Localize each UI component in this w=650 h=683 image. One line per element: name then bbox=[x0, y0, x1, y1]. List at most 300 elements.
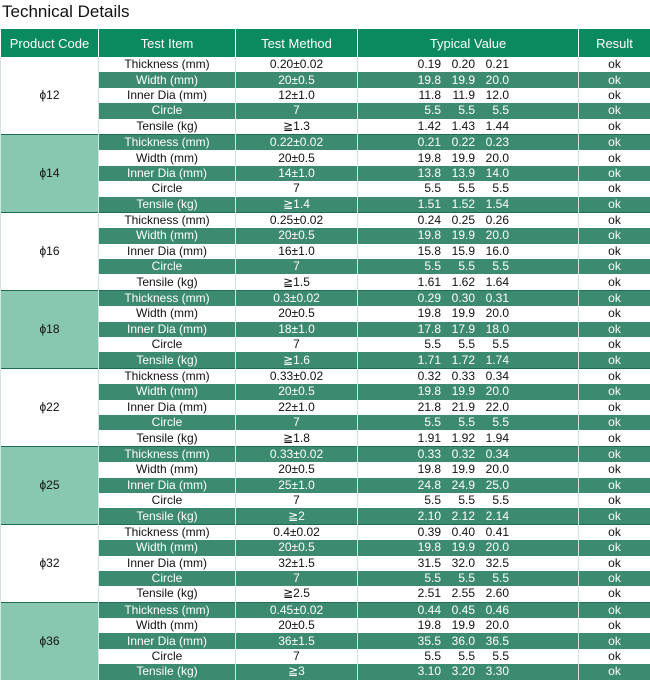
test-method-cell: ≧3 bbox=[236, 664, 358, 679]
test-item-cell: Circle bbox=[99, 181, 236, 196]
typical-value-v2: 19.9 bbox=[451, 384, 475, 399]
typical-value-v2: 5.5 bbox=[458, 415, 475, 430]
test-method-cell: 20±0.5 bbox=[236, 72, 358, 87]
product-code-cell: ϕ25 bbox=[1, 446, 99, 524]
test-method-cell: 0.3±0.02 bbox=[236, 290, 358, 306]
typical-value-v1: 5.5 bbox=[424, 493, 441, 508]
typical-value-v1: 1.71 bbox=[417, 352, 441, 367]
typical-value-v2: 0.40 bbox=[451, 524, 475, 539]
product-code-cell: ϕ36 bbox=[1, 602, 99, 679]
typical-value-cell bbox=[358, 664, 579, 679]
typical-value-cell bbox=[358, 508, 579, 524]
table-row bbox=[1, 72, 650, 87]
typical-value-v2: 19.9 bbox=[451, 72, 475, 87]
table-row bbox=[1, 478, 650, 493]
typical-value-v1: 0.33 bbox=[417, 446, 441, 461]
typical-value-v1: 1.42 bbox=[417, 118, 441, 133]
result-cell: ok bbox=[579, 368, 650, 384]
typical-value-v2: 0.20 bbox=[451, 57, 475, 72]
test-method-cell: 7 bbox=[236, 103, 358, 118]
test-method-cell: ≧2.5 bbox=[236, 586, 358, 602]
typical-value-v1: 5.5 bbox=[424, 181, 441, 196]
typical-value-cell bbox=[358, 400, 579, 415]
table-row bbox=[1, 244, 650, 259]
test-method-cell: 20±0.5 bbox=[236, 462, 358, 477]
result-cell: ok bbox=[579, 337, 650, 352]
test-item-cell: Thickness (mm) bbox=[99, 524, 236, 540]
result-cell: ok bbox=[579, 415, 650, 430]
test-method-cell: 18±1.0 bbox=[236, 322, 358, 337]
test-method-cell: 20±0.5 bbox=[236, 228, 358, 243]
typical-value-v2: 1.43 bbox=[451, 118, 475, 133]
typical-value-v1: 5.5 bbox=[424, 415, 441, 430]
test-item-cell: Thickness (mm) bbox=[99, 57, 236, 72]
typical-value-v3: 0.41 bbox=[485, 524, 509, 539]
typical-value-v2: 5.5 bbox=[458, 649, 475, 664]
typical-value-v1: 13.8 bbox=[417, 165, 441, 180]
header-test-item: Test Item bbox=[99, 29, 236, 57]
result-cell: ok bbox=[579, 103, 650, 118]
table-row bbox=[1, 259, 650, 274]
result-cell: ok bbox=[579, 181, 650, 196]
typical-value-v3: 1.54 bbox=[485, 196, 509, 211]
test-item-cell: Inner Dia (mm) bbox=[99, 322, 236, 337]
test-method-cell: 7 bbox=[236, 181, 358, 196]
typical-value-v2: 0.22 bbox=[451, 135, 475, 150]
typical-value-v3: 20.0 bbox=[485, 618, 509, 633]
typical-value-v1: 1.51 bbox=[417, 196, 441, 211]
typical-value-v3: 18.0 bbox=[485, 321, 509, 336]
table-row bbox=[1, 337, 650, 352]
typical-value-v3: 0.26 bbox=[485, 213, 509, 228]
test-item-cell: Tensile (kg) bbox=[99, 119, 236, 135]
typical-value-cell bbox=[358, 88, 579, 103]
typical-value-v3: 20.0 bbox=[485, 228, 509, 243]
result-cell: ok bbox=[579, 57, 650, 72]
typical-value-v2: 5.5 bbox=[458, 493, 475, 508]
typical-value-v1: 1.61 bbox=[417, 274, 441, 289]
table-row bbox=[1, 322, 650, 337]
typical-value-v1: 1.91 bbox=[417, 430, 441, 445]
typical-value-v1: 11.8 bbox=[418, 87, 441, 102]
test-item-cell: Tensile (kg) bbox=[99, 197, 236, 213]
typical-value-v3: 20.0 bbox=[485, 462, 509, 477]
table-row bbox=[1, 462, 650, 477]
test-item-cell: Width (mm) bbox=[99, 72, 236, 87]
test-item-cell: Circle bbox=[99, 259, 236, 274]
typical-value-v3: 12.0 bbox=[485, 87, 509, 102]
test-item-cell: Circle bbox=[99, 337, 236, 352]
typical-value-cell bbox=[358, 478, 579, 493]
table-row bbox=[1, 228, 650, 243]
typical-value-v3: 20.0 bbox=[485, 306, 509, 321]
typical-value-v2: 19.9 bbox=[451, 618, 475, 633]
result-cell: ok bbox=[579, 618, 650, 633]
result-cell: ok bbox=[579, 462, 650, 477]
typical-value-v2: 36.0 bbox=[451, 633, 475, 648]
typical-value-v3: 20.0 bbox=[485, 540, 509, 555]
test-method-cell: 20±0.5 bbox=[236, 384, 358, 399]
test-method-cell: 22±1.0 bbox=[236, 400, 358, 415]
table-row bbox=[1, 586, 650, 602]
table-row bbox=[1, 88, 650, 103]
typical-value-v2: 5.5 bbox=[458, 571, 475, 586]
test-item-cell: Width (mm) bbox=[99, 384, 236, 399]
typical-value-v2: 19.9 bbox=[451, 540, 475, 555]
table-row bbox=[1, 150, 650, 165]
typical-value-v2: 0.33 bbox=[451, 369, 475, 383]
typical-value-v3: 5.5 bbox=[492, 649, 509, 664]
test-method-cell: 16±1.0 bbox=[236, 244, 358, 259]
typical-value-cell bbox=[358, 337, 579, 352]
typical-value-cell bbox=[358, 602, 579, 618]
test-item-cell: Inner Dia (mm) bbox=[99, 166, 236, 181]
typical-value-v3: 1.44 bbox=[485, 118, 509, 133]
typical-value-v1: 5.5 bbox=[424, 103, 441, 118]
typical-value-cell bbox=[358, 134, 579, 150]
typical-value-cell bbox=[358, 540, 579, 555]
test-method-cell: 0.33±0.02 bbox=[236, 446, 358, 462]
result-cell: ok bbox=[579, 524, 650, 540]
typical-value-v1: 19.8 bbox=[417, 306, 441, 321]
table-row bbox=[1, 166, 650, 181]
test-method-cell: 20±0.5 bbox=[236, 618, 358, 633]
typical-value-v3: 20.0 bbox=[485, 150, 509, 165]
typical-value-cell bbox=[358, 571, 579, 586]
test-method-cell: 14±1.0 bbox=[236, 166, 358, 181]
test-method-cell: 25±1.0 bbox=[236, 478, 358, 493]
test-method-cell: 7 bbox=[236, 493, 358, 508]
typical-value-v1: 0.29 bbox=[417, 291, 441, 306]
typical-value-v2: 2.12 bbox=[451, 508, 475, 523]
test-item-cell: Inner Dia (mm) bbox=[99, 633, 236, 648]
test-item-cell: Width (mm) bbox=[99, 306, 236, 321]
header-result: Result bbox=[579, 29, 650, 57]
typical-value-v3: 2.60 bbox=[485, 586, 509, 601]
typical-value-cell bbox=[358, 322, 579, 337]
result-cell: ok bbox=[579, 664, 650, 679]
result-cell: ok bbox=[579, 352, 650, 368]
test-method-cell: 0.20±0.02 bbox=[236, 57, 358, 72]
typical-value-v3: 5.5 bbox=[492, 259, 509, 274]
typical-value-v3: 2.14 bbox=[485, 508, 509, 523]
test-item-cell: Thickness (mm) bbox=[99, 446, 236, 462]
typical-value-v3: 25.0 bbox=[485, 477, 509, 492]
typical-value-v2: 1.52 bbox=[451, 196, 475, 211]
typical-value-cell bbox=[358, 556, 579, 571]
typical-value-v2: 24.9 bbox=[451, 477, 475, 492]
typical-value-v3: 16.0 bbox=[485, 243, 509, 258]
test-method-cell: 36±1.5 bbox=[236, 633, 358, 648]
test-item-cell: Circle bbox=[99, 103, 236, 118]
typical-value-cell bbox=[358, 430, 579, 446]
result-cell: ok bbox=[579, 274, 650, 290]
result-cell: ok bbox=[579, 586, 650, 602]
typical-value-cell bbox=[358, 197, 579, 213]
result-cell: ok bbox=[579, 384, 650, 399]
test-method-cell: ≧1.8 bbox=[236, 430, 358, 446]
typical-value-cell bbox=[358, 493, 579, 508]
test-method-cell: 20±0.5 bbox=[236, 306, 358, 321]
typical-value-v2: 0.25 bbox=[451, 213, 475, 228]
typical-value-v3: 5.5 bbox=[492, 571, 509, 586]
typical-value-v3: 20.0 bbox=[485, 72, 509, 87]
table-row bbox=[1, 446, 650, 462]
header-typical-value: Typical Value bbox=[358, 29, 579, 57]
typical-value-v2: 15.9 bbox=[451, 243, 475, 258]
typical-value-v2: 32.0 bbox=[451, 555, 475, 570]
test-item-cell: Circle bbox=[99, 415, 236, 430]
result-cell: ok bbox=[579, 290, 650, 306]
typical-value-v3: 0.46 bbox=[485, 602, 509, 617]
test-method-cell: 0.33±0.02 bbox=[236, 368, 358, 384]
test-method-cell: 20±0.5 bbox=[236, 540, 358, 555]
typical-value-cell bbox=[358, 259, 579, 274]
typical-value-cell bbox=[358, 228, 579, 243]
table-row bbox=[1, 352, 650, 368]
test-item-cell: Tensile (kg) bbox=[99, 352, 236, 368]
typical-value-v2: 5.5 bbox=[458, 259, 475, 274]
test-item-cell: Width (mm) bbox=[99, 462, 236, 477]
result-cell: ok bbox=[579, 134, 650, 150]
test-item-cell: Width (mm) bbox=[99, 228, 236, 243]
table-row bbox=[1, 57, 650, 72]
test-item-cell: Circle bbox=[99, 649, 236, 664]
product-code-cell: ϕ12 bbox=[1, 57, 99, 134]
table-row bbox=[1, 368, 650, 384]
typical-value-cell bbox=[358, 244, 579, 259]
test-method-cell: 32±1.5 bbox=[236, 556, 358, 571]
table-row bbox=[1, 306, 650, 321]
typical-value-v1: 31.5 bbox=[417, 555, 441, 570]
test-method-cell: 0.4±0.02 bbox=[236, 524, 358, 540]
test-item-cell: Inner Dia (mm) bbox=[99, 88, 236, 103]
typical-value-v3: 5.5 bbox=[492, 415, 509, 430]
typical-value-cell bbox=[358, 181, 579, 196]
test-item-cell: Inner Dia (mm) bbox=[99, 478, 236, 493]
table-row bbox=[1, 633, 650, 648]
typical-value-v1: 17.8 bbox=[417, 321, 441, 336]
typical-value-cell bbox=[358, 166, 579, 181]
typical-value-v1: 2.51 bbox=[417, 586, 441, 601]
product-code-cell: ϕ16 bbox=[1, 212, 99, 290]
typical-value-cell bbox=[358, 150, 579, 165]
test-item-cell: Tensile (kg) bbox=[99, 586, 236, 602]
result-cell: ok bbox=[579, 306, 650, 321]
test-item-cell: Thickness (mm) bbox=[99, 368, 236, 384]
typical-value-v1: 21.8 bbox=[417, 399, 441, 414]
result-cell: ok bbox=[579, 212, 650, 228]
technical-details-table bbox=[0, 29, 650, 680]
result-cell: ok bbox=[579, 508, 650, 524]
table-row bbox=[1, 119, 650, 135]
typical-value-cell bbox=[358, 57, 579, 72]
table-row bbox=[1, 649, 650, 664]
table-row bbox=[1, 508, 650, 524]
typical-value-v1: 5.5 bbox=[424, 259, 441, 274]
typical-value-v3: 5.5 bbox=[492, 337, 509, 352]
typical-value-v2: 21.9 bbox=[451, 399, 475, 414]
result-cell: ok bbox=[579, 540, 650, 555]
result-cell: ok bbox=[579, 244, 650, 259]
typical-value-v3: 1.74 bbox=[485, 352, 509, 367]
typical-value-cell bbox=[358, 462, 579, 477]
table-row bbox=[1, 618, 650, 633]
typical-value-cell bbox=[358, 649, 579, 664]
typical-value-v3: 5.5 bbox=[492, 103, 509, 118]
table-row bbox=[1, 384, 650, 399]
typical-value-v1: 5.5 bbox=[424, 337, 441, 352]
test-method-cell: ≧2 bbox=[236, 508, 358, 524]
result-cell: ok bbox=[579, 571, 650, 586]
test-item-cell: Tensile (kg) bbox=[99, 664, 236, 679]
test-method-cell: 20±0.5 bbox=[236, 150, 358, 165]
test-item-cell: Tensile (kg) bbox=[99, 508, 236, 524]
typical-value-cell bbox=[358, 103, 579, 118]
typical-value-v1: 19.8 bbox=[417, 384, 441, 399]
typical-value-v3: 0.34 bbox=[485, 369, 509, 383]
typical-value-v3: 1.94 bbox=[485, 430, 509, 445]
typical-value-cell bbox=[358, 368, 579, 384]
typical-value-v3: 5.5 bbox=[492, 181, 509, 196]
typical-value-v2: 11.9 bbox=[452, 87, 475, 102]
test-method-cell: ≧1.5 bbox=[236, 274, 358, 290]
typical-value-v2: 1.72 bbox=[451, 352, 475, 367]
table-header-row bbox=[1, 29, 650, 57]
test-method-cell: 0.45±0.02 bbox=[236, 602, 358, 618]
test-item-cell: Thickness (mm) bbox=[99, 134, 236, 150]
typical-value-v1: 24.8 bbox=[417, 477, 441, 492]
typical-value-v3: 22.0 bbox=[485, 399, 509, 414]
typical-value-v1: 2.10 bbox=[417, 508, 441, 523]
typical-value-v3: 14.0 bbox=[485, 165, 509, 180]
typical-value-cell bbox=[358, 524, 579, 540]
typical-value-v2: 1.62 bbox=[451, 274, 475, 289]
table-row bbox=[1, 181, 650, 196]
result-cell: ok bbox=[579, 478, 650, 493]
typical-value-v2: 19.9 bbox=[451, 228, 475, 243]
typical-value-v2: 19.9 bbox=[451, 306, 475, 321]
typical-value-v1: 5.5 bbox=[424, 571, 441, 586]
typical-value-v2: 1.92 bbox=[451, 430, 475, 445]
typical-value-v2: 13.9 bbox=[451, 165, 475, 180]
typical-value-v2: 19.9 bbox=[451, 150, 475, 165]
table-row bbox=[1, 524, 650, 540]
test-item-cell: Thickness (mm) bbox=[99, 290, 236, 306]
test-item-cell: Inner Dia (mm) bbox=[99, 244, 236, 259]
typical-value-cell bbox=[358, 119, 579, 135]
typical-value-v1: 0.32 bbox=[417, 369, 441, 383]
test-item-cell: Inner Dia (mm) bbox=[99, 400, 236, 415]
test-method-cell: 12±1.0 bbox=[236, 88, 358, 103]
typical-value-v3: 5.5 bbox=[492, 493, 509, 508]
header-test-method: Test Method bbox=[236, 29, 358, 57]
table-row bbox=[1, 540, 650, 555]
result-cell: ok bbox=[579, 119, 650, 135]
test-item-cell: Inner Dia (mm) bbox=[99, 556, 236, 571]
typical-value-v3: 32.5 bbox=[485, 555, 509, 570]
result-cell: ok bbox=[579, 633, 650, 648]
typical-value-v1: 5.5 bbox=[424, 649, 441, 664]
typical-value-v2: 17.9 bbox=[451, 321, 475, 336]
table-row bbox=[1, 493, 650, 508]
result-cell: ok bbox=[579, 446, 650, 462]
typical-value-v1: 0.24 bbox=[417, 213, 441, 228]
test-item-cell: Width (mm) bbox=[99, 618, 236, 633]
test-method-cell: 0.25±0.02 bbox=[236, 212, 358, 228]
result-cell: ok bbox=[579, 72, 650, 87]
table-row bbox=[1, 197, 650, 213]
table-row bbox=[1, 103, 650, 118]
typical-value-v1: 19.8 bbox=[417, 150, 441, 165]
typical-value-v3: 0.31 bbox=[485, 291, 509, 306]
result-cell: ok bbox=[579, 150, 650, 165]
typical-value-v3: 0.21 bbox=[485, 57, 509, 72]
typical-value-cell bbox=[358, 618, 579, 633]
typical-value-v1: 0.21 bbox=[417, 135, 441, 150]
page-title: Technical Details bbox=[2, 2, 130, 21]
product-code-cell: ϕ18 bbox=[1, 290, 99, 368]
typical-value-v1: 15.8 bbox=[417, 243, 441, 258]
typical-value-v3: 36.5 bbox=[485, 633, 509, 648]
table-row bbox=[1, 430, 650, 446]
table-row bbox=[1, 664, 650, 679]
table-row bbox=[1, 571, 650, 586]
typical-value-cell bbox=[358, 290, 579, 306]
product-code-cell: ϕ14 bbox=[1, 134, 99, 212]
test-item-cell: Tensile (kg) bbox=[99, 430, 236, 446]
typical-value-v1: 19.8 bbox=[417, 462, 441, 477]
typical-value-cell bbox=[358, 72, 579, 87]
result-cell: ok bbox=[579, 556, 650, 571]
typical-value-v2: 5.5 bbox=[458, 103, 475, 118]
typical-value-v2: 19.9 bbox=[451, 462, 475, 477]
typical-value-v1: 0.39 bbox=[417, 524, 441, 539]
test-item-cell: Width (mm) bbox=[99, 540, 236, 555]
test-method-cell: ≧1.6 bbox=[236, 352, 358, 368]
test-method-cell: 7 bbox=[236, 259, 358, 274]
test-item-cell: Width (mm) bbox=[99, 150, 236, 165]
typical-value-cell bbox=[358, 352, 579, 368]
table-row bbox=[1, 274, 650, 290]
table-row bbox=[1, 602, 650, 618]
test-method-cell: 7 bbox=[236, 337, 358, 352]
typical-value-v1: 19.8 bbox=[417, 72, 441, 87]
typical-value-v1: 0.19 bbox=[417, 57, 441, 72]
typical-value-v3: 3.30 bbox=[485, 664, 509, 679]
typical-value-v2: 0.45 bbox=[451, 602, 475, 617]
typical-value-v2: 5.5 bbox=[458, 337, 475, 352]
test-method-cell: ≧1.4 bbox=[236, 197, 358, 213]
result-cell: ok bbox=[579, 493, 650, 508]
typical-value-cell bbox=[358, 446, 579, 462]
result-cell: ok bbox=[579, 649, 650, 664]
test-method-cell: 7 bbox=[236, 415, 358, 430]
typical-value-v3: 1.64 bbox=[485, 274, 509, 289]
typical-value-v2: 0.30 bbox=[451, 291, 475, 306]
typical-value-v2: 3.20 bbox=[451, 664, 475, 679]
test-method-cell: 7 bbox=[236, 571, 358, 586]
test-method-cell: 7 bbox=[236, 649, 358, 664]
typical-value-v3: 20.0 bbox=[485, 384, 509, 399]
typical-value-cell bbox=[358, 274, 579, 290]
test-item-cell: Circle bbox=[99, 571, 236, 586]
typical-value-v2: 0.32 bbox=[451, 446, 475, 461]
test-item-cell: Circle bbox=[99, 493, 236, 508]
test-item-cell: Thickness (mm) bbox=[99, 212, 236, 228]
typical-value-v2: 2.55 bbox=[451, 586, 475, 601]
typical-value-v1: 19.8 bbox=[417, 618, 441, 633]
